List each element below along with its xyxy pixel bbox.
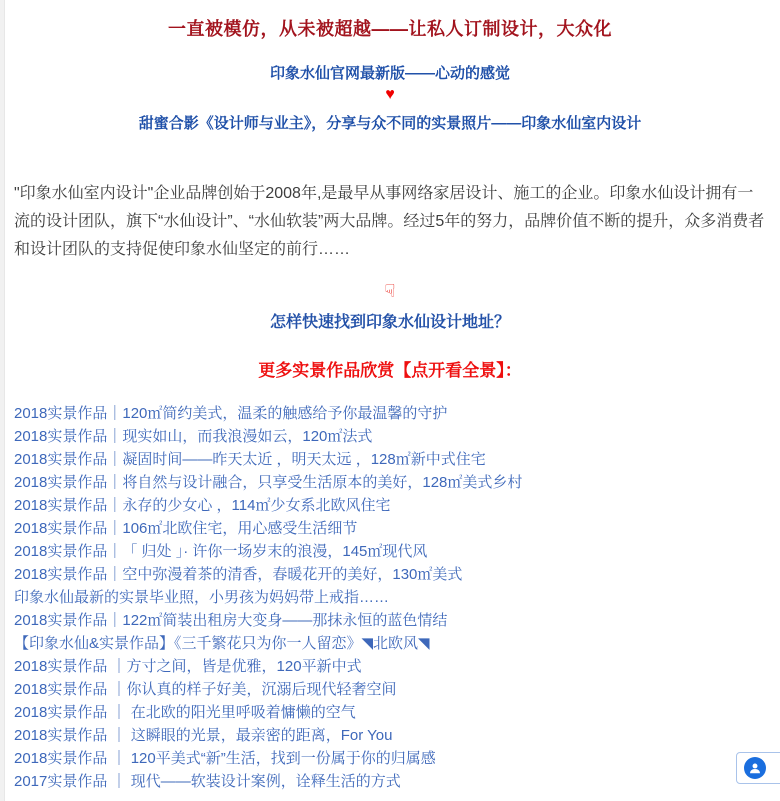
- page-title: 一直被模仿，从未被超越——让私人订制设计，大众化: [168, 19, 612, 39]
- gallery-link[interactable]: 2018实景作品 ｜ 这瞬眼的光景，最亲密的距离，For You: [14, 727, 393, 744]
- gallery-link[interactable]: 2018实景作品｜「 归处 」· 许你一场岁末的浪漫，145㎡现代风: [14, 543, 428, 560]
- heart-icon: ♥: [385, 86, 395, 103]
- gallery-link[interactable]: 2018实景作品｜现实如山，而我浪漫如云，120㎡法式: [14, 428, 373, 445]
- gallery-link[interactable]: 2018实景作品 ｜你认真的样子好美，沉溺后现代轻奢空间: [14, 681, 397, 698]
- gallery-link[interactable]: 2018实景作品｜永存的少女心 ，114㎡少女系北欧风住宅: [14, 497, 391, 514]
- gallery-link[interactable]: 2018实景作品｜120㎡简约美式，温柔的触感给予你最温馨的守护: [14, 405, 448, 422]
- subtitle: 印象水仙官网最新版——心动的感觉: [269, 65, 510, 82]
- gallery-link[interactable]: 2018实景作品 ｜方寸之间，皆是优雅，120平新中式: [14, 658, 362, 675]
- gallery-link[interactable]: 2018实景作品｜122㎡简装出租房大变身——那抹永恒的蓝色情结: [14, 612, 448, 629]
- gallery-link[interactable]: 2017实景作品 ｜ 现代——软装设计案例，诠释生活的方式: [14, 773, 401, 790]
- gallery-heading: 更多实景作品欣赏【点开看全景】：: [258, 361, 522, 380]
- gallery-link[interactable]: 印象水仙最新的实景毕业照，小男孩为妈妈带上戒指……: [14, 589, 390, 606]
- gallery-link[interactable]: 2018实景作品｜将自然与设计融合，只享受生活原本的美好，128㎡美式乡村: [14, 474, 523, 491]
- contact-widget[interactable]: [736, 752, 780, 784]
- gallery-link[interactable]: 2018实景作品｜空中弥漫着茶的清香，春暖花开的美好，130㎡美式: [14, 566, 463, 583]
- gallery-link[interactable]: 2018实景作品 ｜ 120平美式“新”生活，找到一份属于你的归属感: [14, 750, 436, 767]
- intro-paragraph: "印象水仙室内设计"企业品牌创始于2008年,是最早从事网络家居设计、施工的企业。印象水仙设计拥有一流的设计团队，旗下“水仙设计”、“水仙软装”两大品牌。经过5年的努力，品牌价值不断的提升，众多消费者和设计团队的支持促使印象水仙坚定的前行……: [14, 185, 765, 258]
- gallery-link-list: [14, 402, 774, 793]
- gallery-link[interactable]: 2018实景作品｜凝固时间——昨天太近 ，明天太远 ，128㎡新中式住宅: [14, 451, 486, 468]
- person-icon: [744, 757, 766, 779]
- gallery-link[interactable]: 2018实景作品 ｜ 在北欧的阳光里呼吸着慵懒的空气: [14, 704, 356, 721]
- tagline: 甜蜜合影《设计师与业主》，分享与众不同的实景照片——印象水仙室内设计: [138, 115, 642, 132]
- gallery-link[interactable]: 【印象水仙&实景作品】《三千繁花只为你一人留恋》◥北欧风◥: [14, 635, 430, 652]
- gallery-link[interactable]: 2018实景作品｜106㎡北欧住宅，用心感受生活细节: [14, 520, 358, 537]
- question-heading-link[interactable]: 怎样快速找到印象水仙设计地址？: [269, 314, 510, 331]
- pointing-down-icon: ☟: [384, 281, 396, 301]
